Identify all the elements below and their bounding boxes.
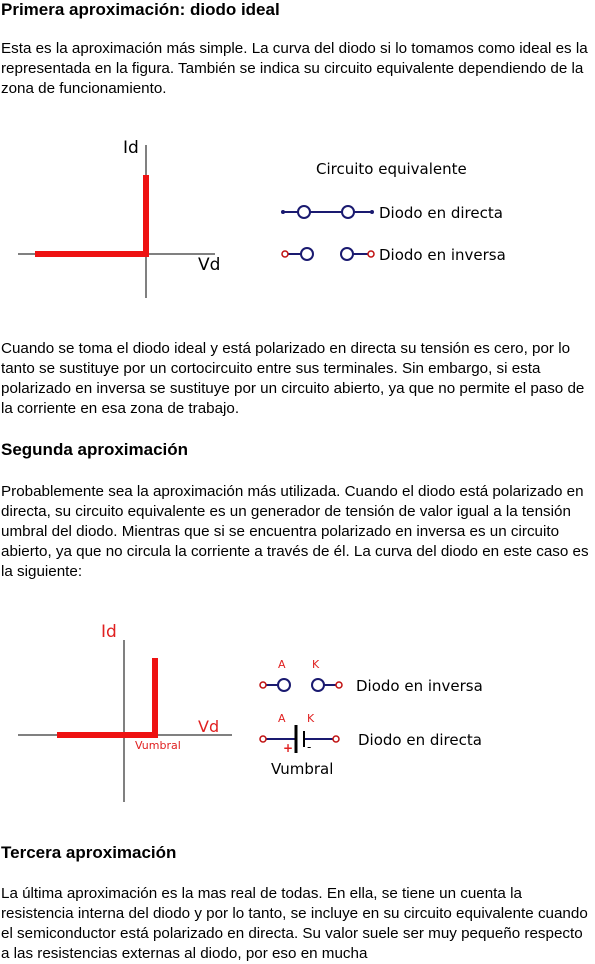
section1-paragraph-1: Esta es la aproximación más simple. La curva del diodo si lo tomamos como ideal es la representada en la figura. También se indica su circuito equivalente dependiendo de la zona de funcionamiento.: [1, 40, 588, 97]
threshold-label: Vumbral: [135, 739, 181, 752]
reverse-diode-label: Diodo en inversa: [379, 246, 506, 264]
section3-paragraph-1: La última aproximación es la mas real de todas. En ella, se tiene un cuenta la resistencia interna del diodo y por lo tanto, se incluye en su circuito equivalente cuando el semiconductor está polarizado en directa. Su valor suele ser muy pequeño respecto a las resistencias externas al diodo, por eso en mucha: [1, 885, 588, 962]
x-axis-label: Vd: [198, 255, 221, 275]
y-axis-label: Id: [123, 138, 139, 158]
source-threshold-label: Vumbral: [271, 760, 334, 778]
section1-title: Primera aproximación: diodo ideal: [1, 0, 280, 19]
forward-short-circuit-symbol: [281, 206, 374, 218]
equivalent-circuit-title: Circuito equivalente: [316, 160, 467, 178]
reverse-open-circuit-symbol: [282, 248, 374, 260]
ideal-diode-figure: [0, 130, 595, 300]
y-axis-label: Id: [101, 622, 117, 642]
section2-paragraph-1: Probablemente sea la aproximación más utilizada. Cuando el diodo está polarizado en directa, su circuito equivalente es un generador de tensión de valor igual a la tensión umbral del diodo. Mientras que si se encuentra polarizado en inversa es un circuito abierto, ya que no circula la corriente a través de él. La curva del diodo en este caso es la siguiente:: [1, 483, 589, 580]
anode-label: A: [278, 712, 286, 725]
forward-diode-label: Diodo en directa: [358, 731, 482, 749]
x-axis-label: Vd: [198, 717, 220, 736]
forward-diode-label: Diodo en directa: [379, 204, 503, 222]
anode-label: A: [278, 658, 286, 671]
section3-title: Tercera aproximación: [1, 843, 177, 862]
reverse-open-circuit-symbol: [260, 679, 342, 691]
forward-voltage-source-symbol: [260, 725, 339, 753]
minus-sign: -: [307, 740, 312, 754]
cathode-label: K: [307, 712, 315, 725]
cathode-label: K: [312, 658, 320, 671]
plus-sign: +: [283, 741, 294, 755]
reverse-diode-label: Diodo en inversa: [356, 677, 483, 695]
second-approximation-figure: [0, 610, 595, 810]
section1-paragraph-2: Cuando se toma el diodo ideal y está polarizado en directa su tensión es cero, por lo tanto se sustituye por un cortocircuito entre sus terminales. Sin embargo, si esta polarizado en inversa se sustituye por un circuito abierto, ya que no permite el paso de la corriente en esa zona de trabajo.: [1, 340, 585, 417]
section2-title: Segunda aproximación: [1, 440, 189, 459]
